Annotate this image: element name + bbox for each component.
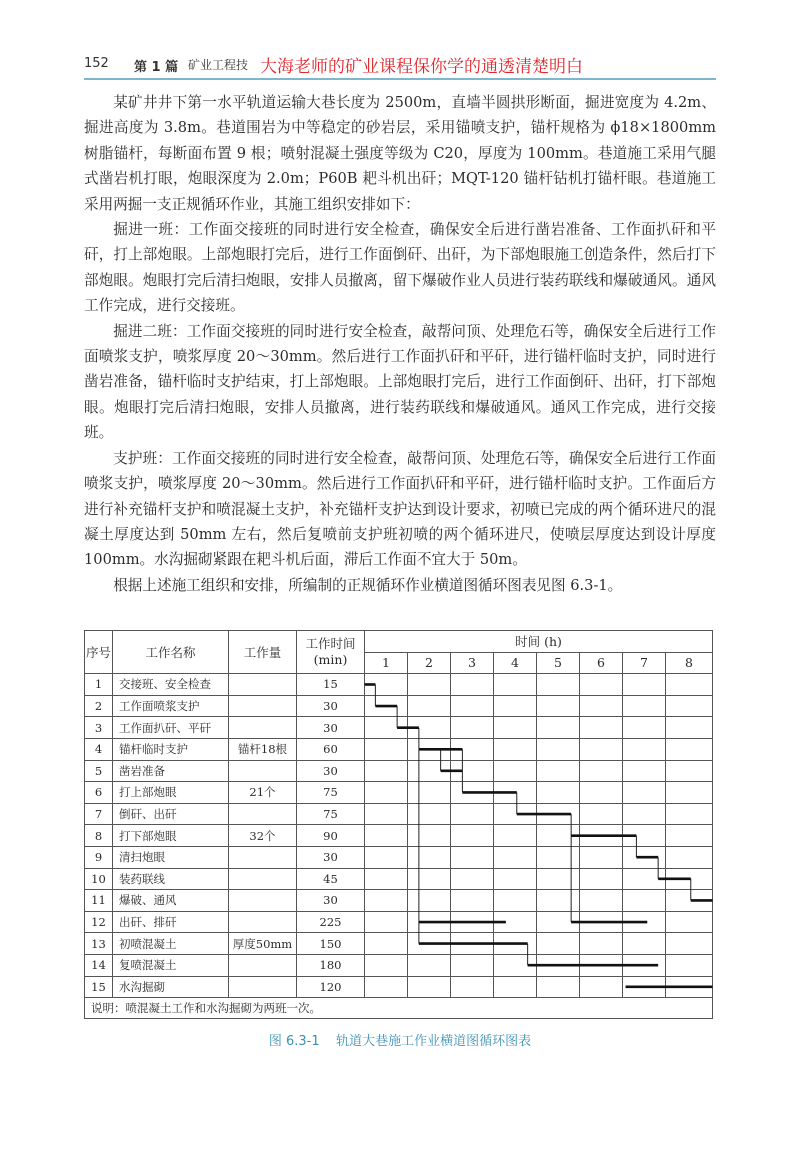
time-cell xyxy=(494,911,537,933)
time-cell xyxy=(580,825,623,847)
time-cell xyxy=(408,846,451,868)
time-cell xyxy=(623,933,666,955)
hour-header: 1 xyxy=(365,652,408,674)
table-row xyxy=(85,954,713,976)
time-cell xyxy=(623,674,666,696)
time-cell xyxy=(365,846,408,868)
time-cell xyxy=(666,954,713,976)
time-cell xyxy=(408,911,451,933)
paragraph-2: 掘进一班：工作面交接班的同时进行安全检查，确保安全后进行凿岩准备、工作面扒矸和平矸，打上部炮眼。上部炮眼打完后，进行工作面倒矸、出矸，为下部炮眼施工创造条件，然后打下部炮眼。炮眼打完后清扫炮眼，安排人员撤离，留下爆破作业人员进行装药联线和爆破通风。通风工作完成，进行交接班。 xyxy=(84,221,716,315)
table-row xyxy=(85,933,713,955)
row-quantity xyxy=(229,760,297,782)
time-cell xyxy=(494,760,537,782)
row-duration: 150 xyxy=(297,933,365,955)
time-cell xyxy=(494,695,537,717)
time-cell xyxy=(537,911,580,933)
row-task-name: 工作面扒矸、平矸 xyxy=(113,717,229,739)
time-cell xyxy=(494,890,537,912)
time-cell xyxy=(408,803,451,825)
time-cell xyxy=(580,911,623,933)
header-duration: 工作时间 (min) xyxy=(297,631,365,674)
row-duration: 75 xyxy=(297,782,365,804)
time-cell xyxy=(537,760,580,782)
time-cell xyxy=(623,717,666,739)
row-duration: 30 xyxy=(297,846,365,868)
table-row xyxy=(85,760,713,782)
paragraph-4: 支护班：工作面交接班的同时进行安全检查，敲帮问顶、处理危石等，确保安全后进行工作面喷浆支护，喷浆厚度 20～30mm。然后进行工作面扒矸和平矸，进行锚杆临时支护。工作面后方进行补充锚杆支护和喷混凝土支护，补充锚杆支护达到设计要求，初喷已完成的两个循环进尺的混凝土厚度达到 50mm 左右，然后复喷前支护班初喷的两个循环进尺，使喷层厚度达到设计厚度 100mm。水沟掘砌紧跟在耙斗机后面，滞后工作面不宜大于 50m。 xyxy=(84,449,716,569)
time-cell xyxy=(365,976,408,998)
time-cell xyxy=(666,760,713,782)
paragraph-3: 掘进二班：工作面交接班的同时进行安全检查，敲帮问顶、处理危石等，确保安全后进行工作面喷浆支护，喷浆厚度 20～30mm。然后进行工作面扒矸和平矸，进行锚杆临时支护，同时进行凿岩准备，锚杆临时支护结束，打上部炮眼。上部炮眼打完后，进行工作面倒矸、出矸，打下部炮眼。炮眼打完后清扫炮眼，安排人员撤离，进行装药联线和爆破通风。通风工作完成，进行交接班。 xyxy=(84,322,716,442)
time-cell xyxy=(623,911,666,933)
table-row xyxy=(85,890,713,912)
time-cell xyxy=(666,911,713,933)
time-cell xyxy=(666,717,713,739)
row-duration: 90 xyxy=(297,825,365,847)
time-cell xyxy=(451,782,494,804)
time-cell xyxy=(580,954,623,976)
time-cell xyxy=(408,738,451,760)
row-index: 3 xyxy=(85,717,113,739)
time-cell xyxy=(451,976,494,998)
time-cell xyxy=(494,846,537,868)
time-cell xyxy=(580,868,623,890)
time-cell xyxy=(623,825,666,847)
row-task-name: 复喷混凝土 xyxy=(113,954,229,976)
row-index: 12 xyxy=(85,911,113,933)
time-cell xyxy=(666,738,713,760)
time-cell xyxy=(580,846,623,868)
time-cell xyxy=(408,825,451,847)
time-cell xyxy=(580,782,623,804)
time-cell xyxy=(537,674,580,696)
time-cell xyxy=(451,695,494,717)
time-cell xyxy=(494,868,537,890)
hour-header: 7 xyxy=(623,652,666,674)
table-row xyxy=(85,738,713,760)
row-quantity: 21个 xyxy=(229,782,297,804)
time-cell xyxy=(537,782,580,804)
row-task-name: 锚杆临时支护 xyxy=(113,738,229,760)
time-cell xyxy=(365,674,408,696)
paragraph-5: 根据上述施工组织和安排，所编制的正规循环作业横道图循环图表见图 6.3-1。 xyxy=(113,576,623,594)
row-index: 13 xyxy=(85,933,113,955)
paragraph-1: 某矿井井下第一水平轨道运输大巷长度为 2500m，直墙半圆拱形断面，掘进宽度为 4.2m、掘进高度为 3.8m。巷道围岩为中等稳定的砂岩层，采用锚喷支护，锚杆规格为 ϕ18×1800mm 树脂锚杆，每断面布置 9 根；喷射混凝土强度等级为 C20，厚度为 100mm。巷道施工采用气腿式凿岩机打眼，炮眼深度为 2.0m；P60B 耙斗机出矸；MQT-120 锚杆钻机打锚杆眼。巷道施工采用两掘一支正规循环作业，其施工组织安排如下： xyxy=(84,94,716,213)
time-cell xyxy=(365,825,408,847)
table-row xyxy=(85,674,713,696)
row-task-name: 出矸、排矸 xyxy=(113,911,229,933)
row-quantity xyxy=(229,976,297,998)
time-cell xyxy=(408,868,451,890)
time-cell xyxy=(623,760,666,782)
time-cell xyxy=(537,825,580,847)
time-cell xyxy=(537,695,580,717)
row-task-name: 打上部炮眼 xyxy=(113,782,229,804)
row-task-name: 初喷混凝土 xyxy=(113,933,229,955)
row-index: 10 xyxy=(85,868,113,890)
time-cell xyxy=(580,933,623,955)
gantt-body xyxy=(85,674,713,998)
row-duration: 30 xyxy=(297,695,365,717)
time-cell xyxy=(666,782,713,804)
time-cell xyxy=(451,868,494,890)
time-cell xyxy=(623,846,666,868)
row-index: 5 xyxy=(85,760,113,782)
row-duration: 15 xyxy=(297,674,365,696)
hour-header: 5 xyxy=(537,652,580,674)
time-cell xyxy=(580,803,623,825)
time-cell xyxy=(365,695,408,717)
row-quantity xyxy=(229,846,297,868)
row-duration: 75 xyxy=(297,803,365,825)
row-task-name: 打下部炮眼 xyxy=(113,825,229,847)
time-cell xyxy=(451,760,494,782)
time-cell xyxy=(666,674,713,696)
time-cell xyxy=(451,803,494,825)
page-header xyxy=(84,52,724,76)
table-row xyxy=(85,782,713,804)
table-row xyxy=(85,868,713,890)
row-index: 1 xyxy=(85,674,113,696)
time-cell xyxy=(537,890,580,912)
body-text xyxy=(84,90,716,598)
time-cell xyxy=(365,911,408,933)
time-cell xyxy=(451,738,494,760)
table-row xyxy=(85,846,713,868)
row-index: 9 xyxy=(85,846,113,868)
row-duration: 45 xyxy=(297,868,365,890)
table-row xyxy=(85,717,713,739)
time-cell xyxy=(623,976,666,998)
time-cell xyxy=(408,717,451,739)
row-index: 4 xyxy=(85,738,113,760)
row-duration: 30 xyxy=(297,760,365,782)
time-cell xyxy=(537,976,580,998)
time-cell xyxy=(451,954,494,976)
time-cell xyxy=(537,846,580,868)
row-task-name: 装药联线 xyxy=(113,868,229,890)
table-note: 说明：喷混凝土工作和水沟掘砌为两班一次。 xyxy=(85,998,713,1019)
row-quantity xyxy=(229,717,297,739)
time-cell xyxy=(365,890,408,912)
time-cell xyxy=(666,868,713,890)
time-cell xyxy=(537,954,580,976)
hour-header: 4 xyxy=(494,652,537,674)
row-task-name: 倒矸、出矸 xyxy=(113,803,229,825)
hour-header: 6 xyxy=(580,652,623,674)
time-cell xyxy=(623,803,666,825)
time-cell xyxy=(451,933,494,955)
row-index: 15 xyxy=(85,976,113,998)
time-cell xyxy=(365,868,408,890)
row-task-name: 水沟掘砌 xyxy=(113,976,229,998)
time-cell xyxy=(580,717,623,739)
time-cell xyxy=(623,695,666,717)
time-cell xyxy=(494,674,537,696)
time-cell xyxy=(451,674,494,696)
time-cell xyxy=(666,846,713,868)
time-cell xyxy=(494,933,537,955)
row-task-name: 交接班、安全检查 xyxy=(113,674,229,696)
row-quantity xyxy=(229,911,297,933)
time-cell xyxy=(580,760,623,782)
time-cell xyxy=(666,890,713,912)
time-cell xyxy=(451,911,494,933)
time-cell xyxy=(537,717,580,739)
time-cell xyxy=(666,933,713,955)
time-cell xyxy=(580,890,623,912)
time-cell xyxy=(623,868,666,890)
row-quantity xyxy=(229,695,297,717)
row-duration: 30 xyxy=(297,717,365,739)
table-row xyxy=(85,825,713,847)
time-cell xyxy=(494,738,537,760)
table-row xyxy=(85,976,713,998)
time-cell xyxy=(365,954,408,976)
hour-header: 2 xyxy=(408,652,451,674)
time-cell xyxy=(408,674,451,696)
row-quantity: 32个 xyxy=(229,825,297,847)
row-index: 7 xyxy=(85,803,113,825)
gantt-table xyxy=(84,630,713,1019)
time-cell xyxy=(494,782,537,804)
time-cell xyxy=(623,782,666,804)
table-row xyxy=(85,803,713,825)
time-cell xyxy=(623,738,666,760)
row-task-name: 清扫炮眼 xyxy=(113,846,229,868)
row-quantity xyxy=(229,803,297,825)
row-duration: 30 xyxy=(297,890,365,912)
time-cell xyxy=(537,868,580,890)
time-cell xyxy=(408,954,451,976)
time-cell xyxy=(494,825,537,847)
row-quantity xyxy=(229,954,297,976)
row-duration: 60 xyxy=(297,738,365,760)
header-name: 工作名称 xyxy=(113,631,229,674)
row-index: 8 xyxy=(85,825,113,847)
time-cell xyxy=(537,803,580,825)
time-cell xyxy=(451,717,494,739)
watermark-banner: 大海老师的矿业课程保你学的通透清楚明白 xyxy=(260,57,583,77)
time-cell xyxy=(365,760,408,782)
time-cell xyxy=(666,825,713,847)
figure-caption xyxy=(0,1030,800,1049)
time-cell xyxy=(408,782,451,804)
hour-header: 8 xyxy=(666,652,713,674)
row-duration: 225 xyxy=(297,911,365,933)
time-cell xyxy=(666,695,713,717)
header-rule xyxy=(84,78,716,80)
time-cell xyxy=(365,803,408,825)
time-cell xyxy=(408,890,451,912)
time-cell xyxy=(623,890,666,912)
part-label: 第 1 篇 xyxy=(134,60,179,75)
time-cell xyxy=(537,933,580,955)
row-duration: 180 xyxy=(297,954,365,976)
time-cell xyxy=(494,976,537,998)
row-quantity xyxy=(229,868,297,890)
gantt-table-wrap xyxy=(84,630,712,1019)
row-quantity: 厚度50mm xyxy=(229,933,297,955)
row-index: 14 xyxy=(85,954,113,976)
time-cell xyxy=(365,933,408,955)
table-row xyxy=(85,695,713,717)
time-cell xyxy=(451,846,494,868)
header-quantity: 工作量 xyxy=(229,631,297,674)
time-cell xyxy=(365,717,408,739)
page-number: 152 xyxy=(84,56,109,71)
time-cell xyxy=(408,933,451,955)
time-cell xyxy=(537,738,580,760)
table-row xyxy=(85,911,713,933)
row-task-name: 工作面喷浆支护 xyxy=(113,695,229,717)
time-cell xyxy=(408,695,451,717)
time-cell xyxy=(365,738,408,760)
row-quantity xyxy=(229,674,297,696)
time-cell xyxy=(365,782,408,804)
row-quantity: 锚杆18根 xyxy=(229,738,297,760)
time-cell xyxy=(408,976,451,998)
time-cell xyxy=(494,717,537,739)
row-duration: 120 xyxy=(297,976,365,998)
hour-header: 3 xyxy=(451,652,494,674)
header-time: 时间 (h) xyxy=(365,631,713,653)
row-task-name: 凿岩准备 xyxy=(113,760,229,782)
row-index: 2 xyxy=(85,695,113,717)
time-cell xyxy=(451,890,494,912)
chapter-label: 矿业工程技 xyxy=(188,58,249,72)
row-quantity xyxy=(229,890,297,912)
time-cell xyxy=(451,825,494,847)
row-index: 11 xyxy=(85,890,113,912)
time-cell xyxy=(666,976,713,998)
row-index: 6 xyxy=(85,782,113,804)
time-cell xyxy=(408,760,451,782)
header-index: 序号 xyxy=(85,631,113,674)
time-cell xyxy=(580,674,623,696)
row-task-name: 爆破、通风 xyxy=(113,890,229,912)
caption-text: 轨道大巷施工作业横道图循环图表 xyxy=(336,1034,532,1049)
caption-label: 图 6.3-1 xyxy=(268,1034,320,1049)
time-cell xyxy=(666,803,713,825)
time-cell xyxy=(580,695,623,717)
time-cell xyxy=(623,954,666,976)
time-cell xyxy=(494,803,537,825)
time-cell xyxy=(580,738,623,760)
time-cell xyxy=(580,976,623,998)
time-cell xyxy=(494,954,537,976)
